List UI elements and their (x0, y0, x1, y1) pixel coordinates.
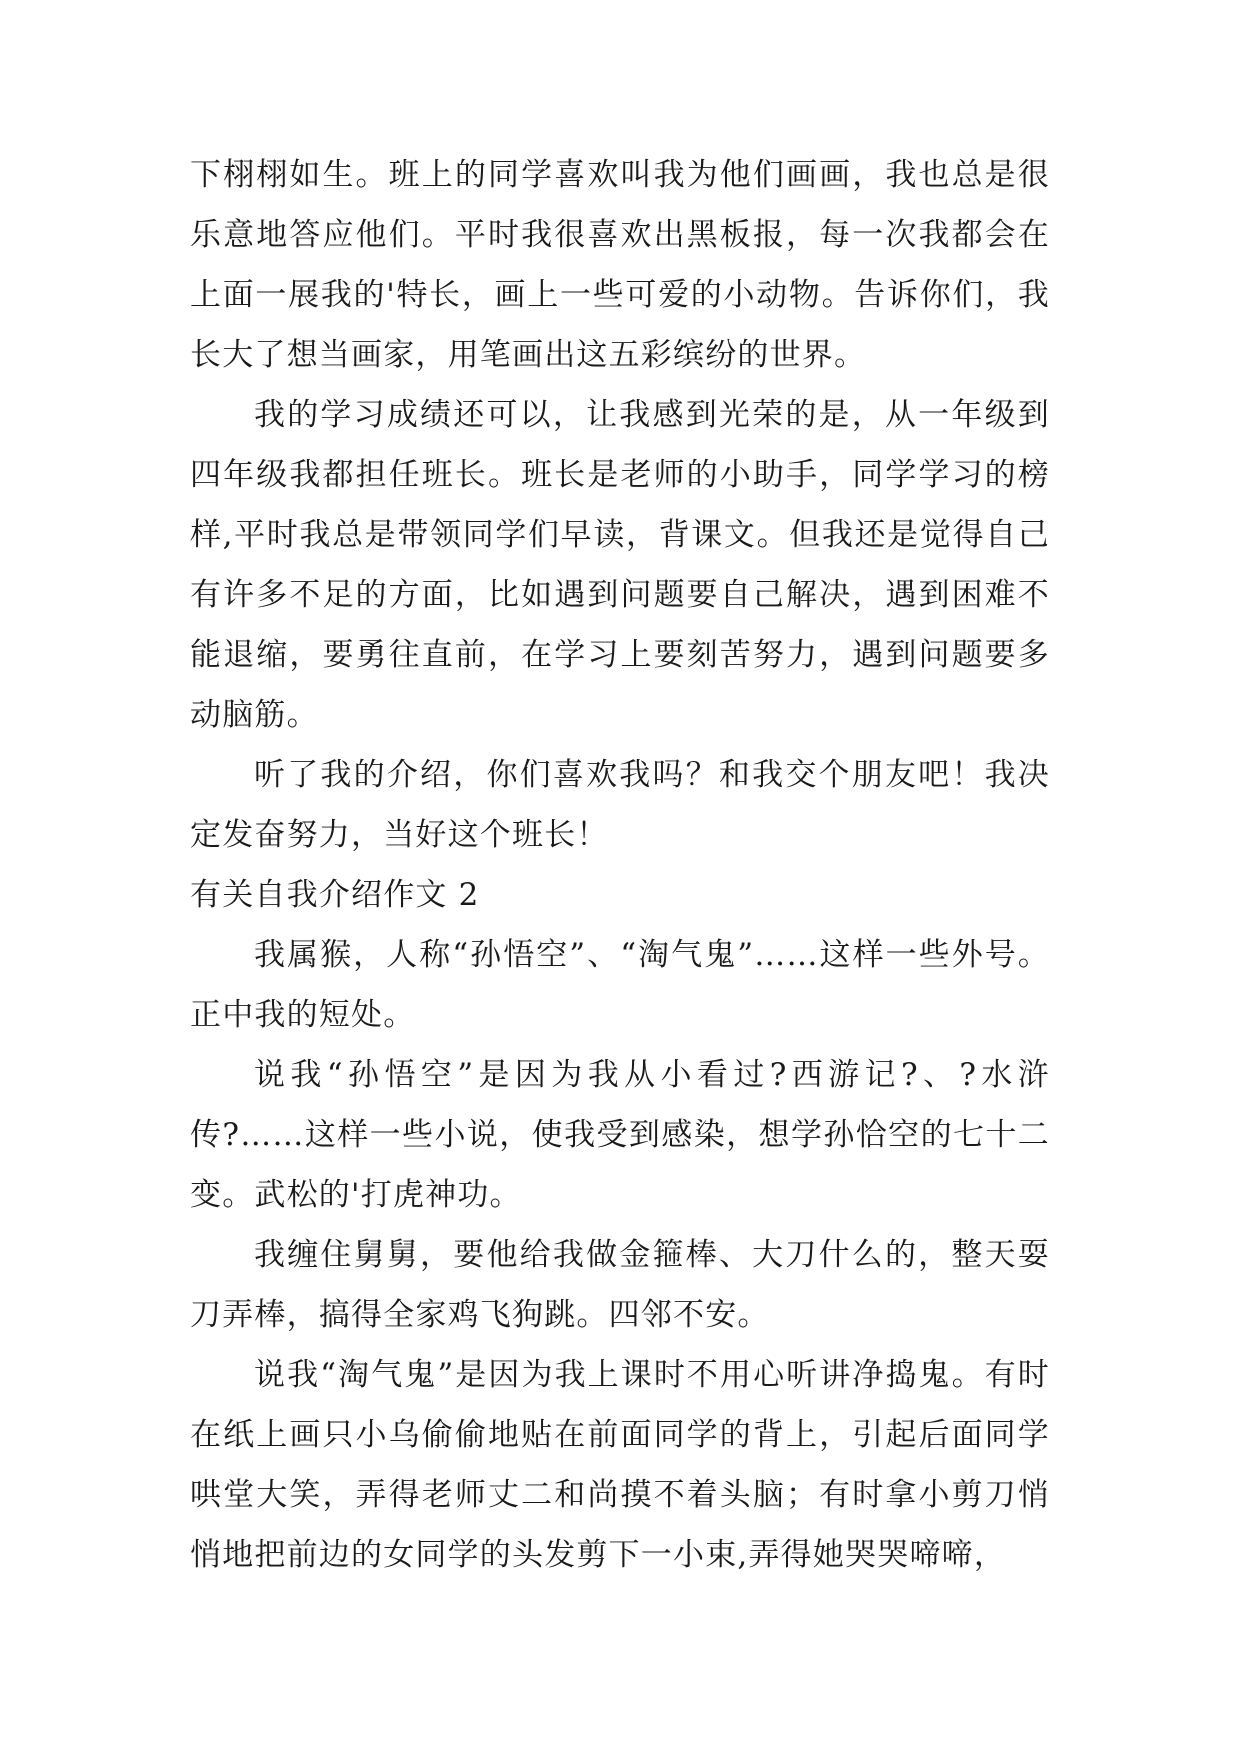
paragraph-naughty: 说我“淘气鬼”是因为我上课时不用心听讲净捣鬼。有时在纸上画只小乌偷偷地贴在前面同学的背上，引起后面同学哄堂大笑，弄得老师丈二和尚摸不着头脑；有时拿小剪刀悄悄地把前边的女同学的头发剪下一小束,弄得她哭哭啼啼， (190, 1357, 1050, 1573)
paragraph-monkey-king: 说我“孙悟空”是因为我从小看过?西游记?、?水浒传?……这样一些小说，使我受到感染，想学孙恰空的七十二变。武松的'打虎神功。 (190, 1057, 1050, 1213)
paragraph-closing: 听了我的介绍，你们喜欢我吗？和我交个朋友吧！我决定发奋努力，当好这个班长！ (190, 757, 1050, 853)
paragraph-nicknames: 我属猴，人称“孙悟空”、“淘气鬼”……这样一些外号。正中我的短处。 (190, 937, 1050, 1033)
document-body (190, 145, 1050, 1585)
paragraph-uncle: 我缠住舅舅，要他给我做金箍棒、大刀什么的，整天耍刀弄棒，搞得全家鸡飞狗跳。四邻不安。 (190, 1237, 1050, 1333)
paragraph-study: 我的学习成绩还可以，让我感到光荣的是，从一年级到四年级我都担任班长。班长是老师的小助手，同学学习的榜样,平时我总是带领同学们早读，背课文。但我还是觉得自己有许多不足的方面，比如遇到问题要自己解决，遇到困难不能退缩，要勇往直前，在学习上要刻苦努力，遇到问题要多动脑筋。 (190, 397, 1050, 733)
paragraph-continuation: 下栩栩如生。班上的同学喜欢叫我为他们画画，我也总是很乐意地答应他们。平时我很喜欢出黑板报，每一次我都会在上面一展我的'特长，画上一些可爱的小动物。告诉你们，我长大了想当画家，用笔画出这五彩缤纷的世界。 (190, 157, 1050, 373)
section-heading: 有关自我介绍作文 2 (190, 877, 480, 913)
